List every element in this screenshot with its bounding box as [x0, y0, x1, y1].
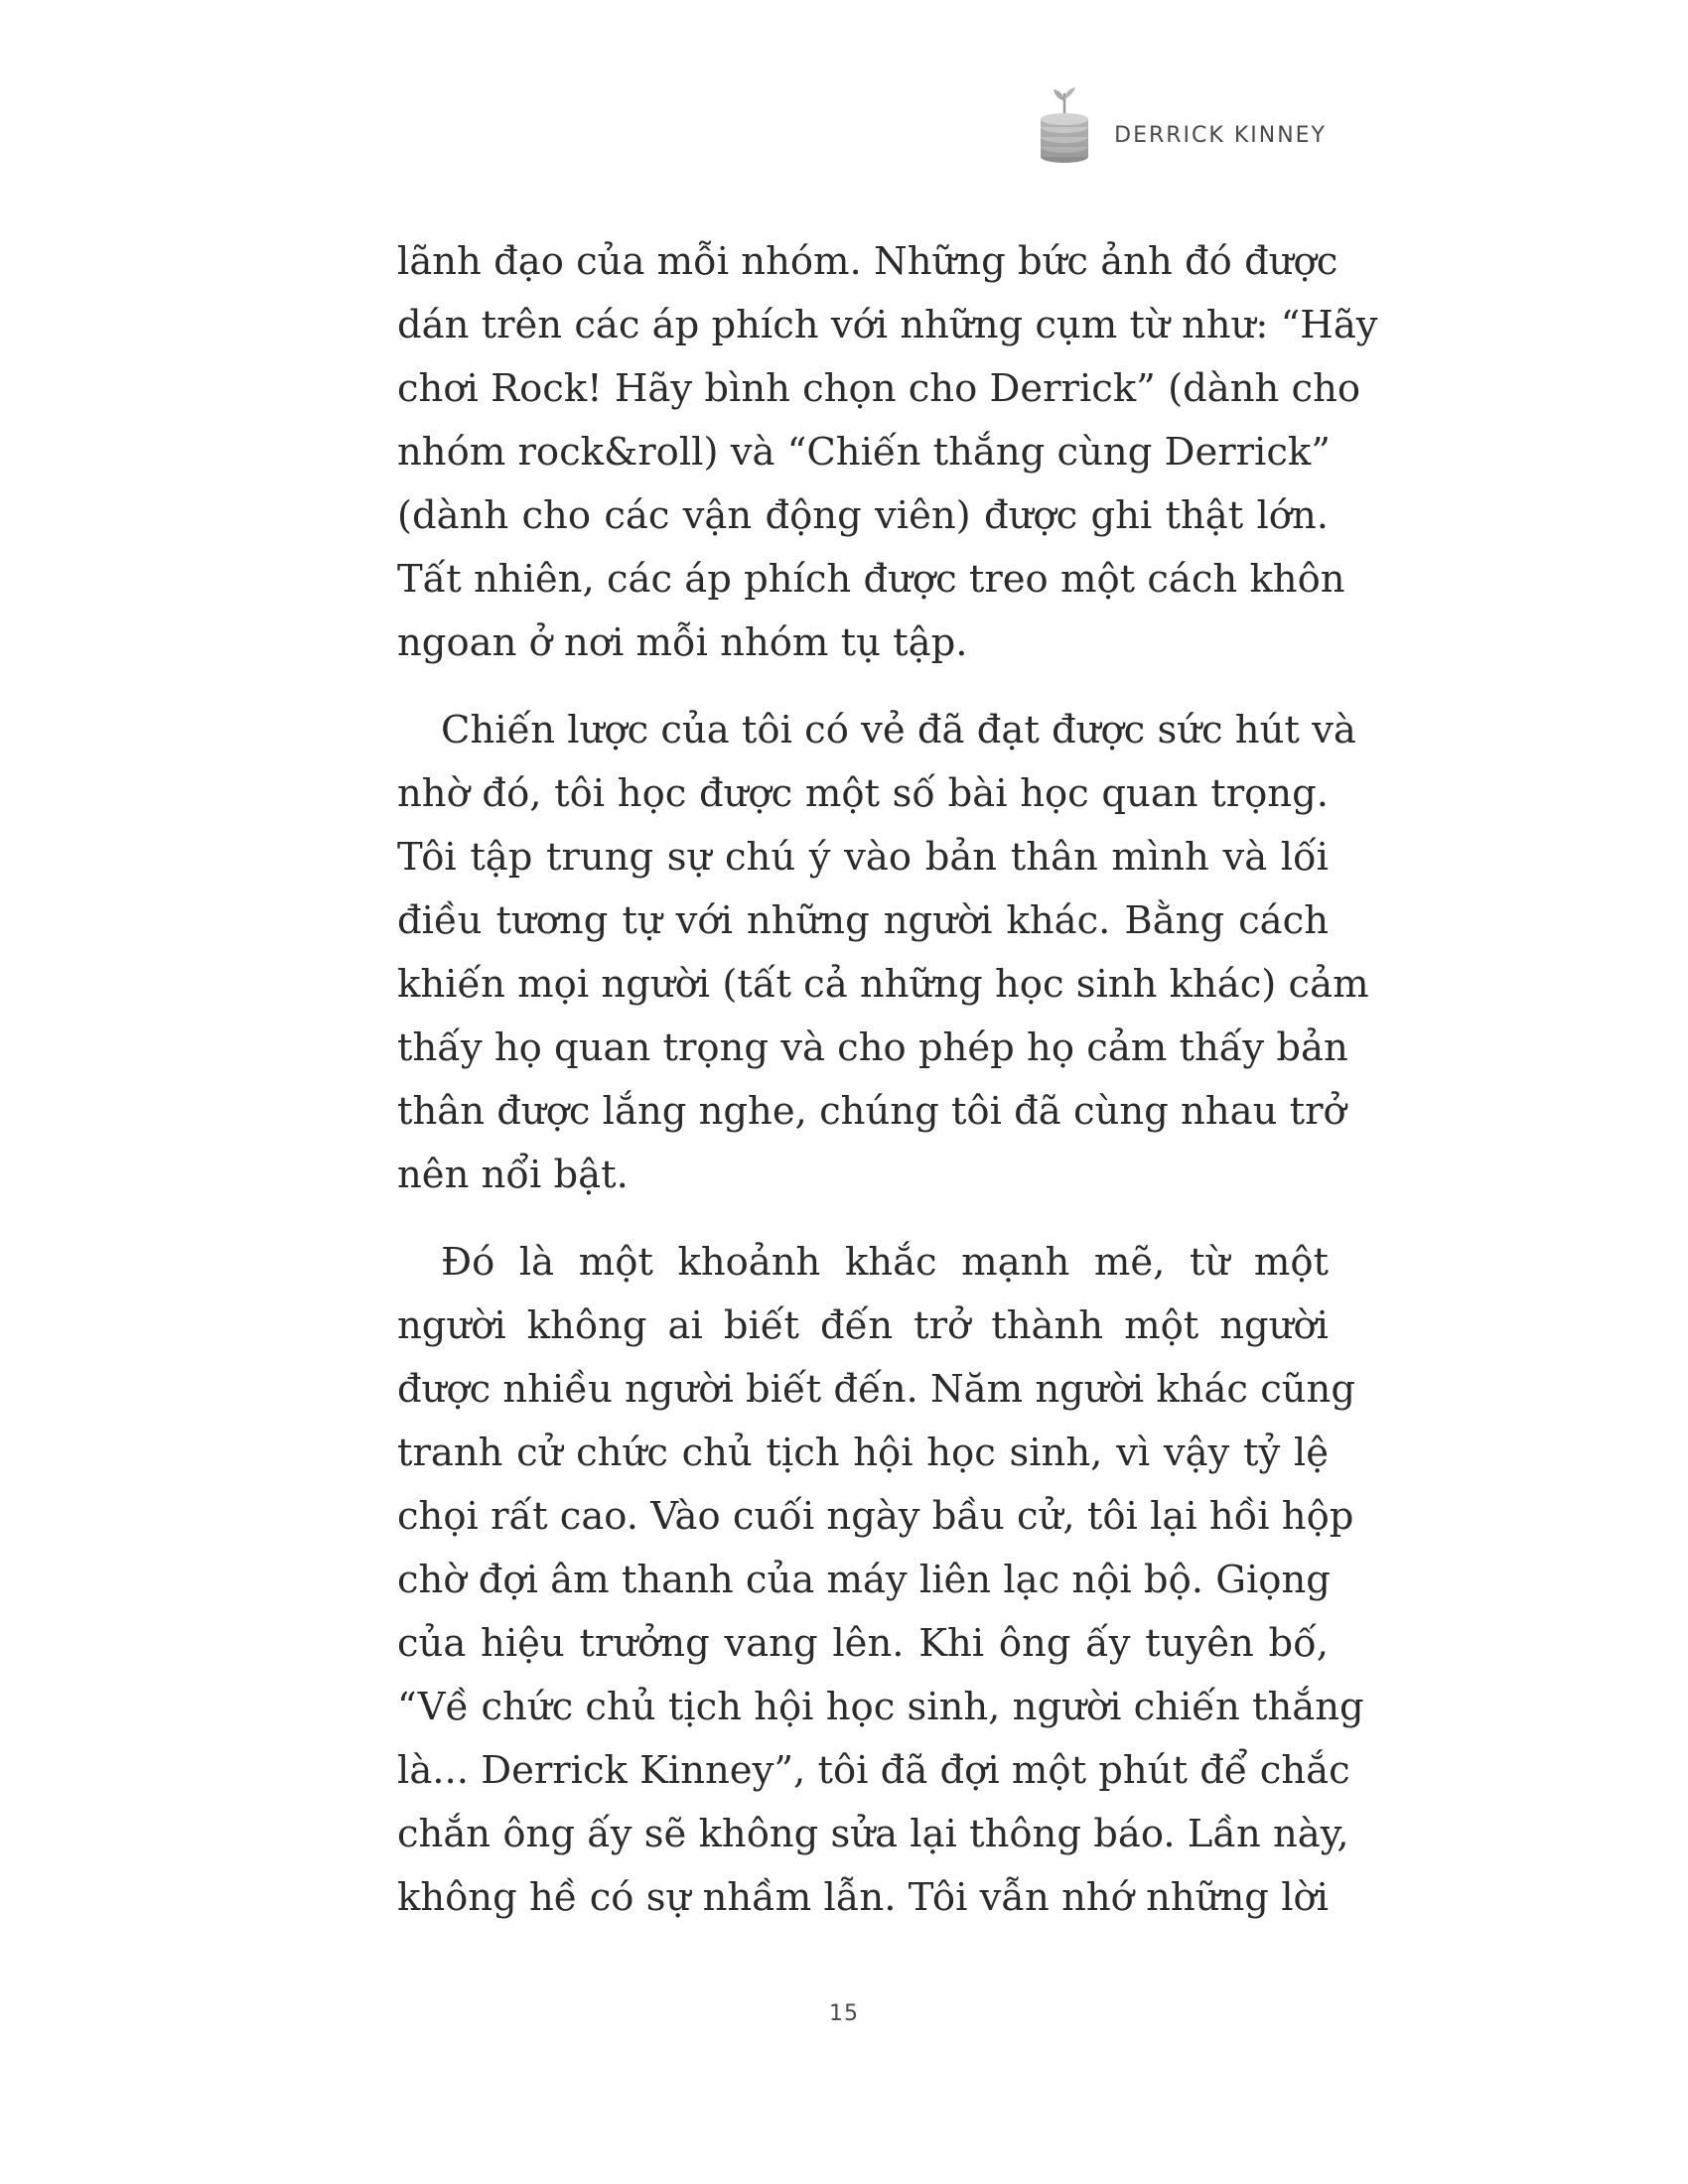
text-line: chọi rất cao. Vào cuối ngày bầu cử, tôi lại hồi hộp	[397, 1494, 1354, 1539]
coin-stack-sprout-icon	[1037, 85, 1092, 165]
text-line: Đó là một khoảnh khắc mạnh mẽ, từ một	[441, 1240, 1329, 1285]
running-header-author: DERRICK KINNEY	[1114, 122, 1327, 148]
paragraph-1	[397, 230, 1378, 675]
text-line: chơi Rock! Hãy bình chọn cho Derrick” (dành cho	[397, 366, 1361, 411]
text-line: nhờ đó, tôi học được một số bài học quan trọng.	[397, 771, 1329, 816]
paragraph-2	[397, 699, 1369, 1207]
running-header	[1037, 85, 1327, 165]
text-line: chờ đợi âm thanh của máy liên lạc nội bộ. Giọng	[397, 1558, 1331, 1602]
text-line: thấy họ quan trọng và cho phép họ cảm thấy bản	[397, 1025, 1348, 1070]
text-line: lãnh đạo của mỗi nhóm. Những bức ảnh đó được	[397, 239, 1338, 284]
text-line: “Về chức chủ tịch hội học sinh, người chiến thắng	[397, 1685, 1364, 1729]
text-line: chắn ông ấy sẽ không sửa lại thông báo. Lần này,	[397, 1812, 1349, 1856]
text-line: Tất nhiên, các áp phích được treo một cách khôn	[397, 557, 1345, 602]
text-line: ngoan ở nơi mỗi nhóm tụ tập.	[397, 620, 968, 665]
text-line: nhóm rock&roll) và “Chiến thắng cùng Derrick”	[397, 430, 1331, 475]
text-line: nên nổi bật.	[397, 1153, 629, 1197]
text-line: là... Derrick Kinney”, tôi đã đợi một phút để chắc	[397, 1748, 1350, 1793]
text-line: Chiến lược của tôi có vẻ đã đạt được sức hút và	[441, 708, 1356, 752]
text-line: người không ai biết đến trở thành một người	[397, 1303, 1329, 1348]
text-line: thân được lắng nghe, chúng tôi đã cùng nhau trở	[397, 1089, 1346, 1134]
text-line: khiến mọi người (tất cả những học sinh khác) cảm	[397, 962, 1369, 1007]
text-line: (dành cho các vận động viên) được ghi thật lớn.	[397, 493, 1329, 538]
text-line: dán trên các áp phích với những cụm từ như: “Hãy	[397, 303, 1378, 347]
text-line: không hề có sự nhầm lẫn. Tôi vẫn nhớ những lời	[397, 1875, 1329, 1920]
body-text	[397, 230, 1378, 1954]
page-number: 15	[829, 2001, 859, 2026]
text-line: Tôi tập trung sự chú ý vào bản thân mình và lối	[397, 835, 1329, 880]
text-line: được nhiều người biết đến. Năm người khác cũng	[397, 1367, 1356, 1412]
text-line: của hiệu trưởng vang lên. Khi ông ấy tuyên bố,	[397, 1621, 1329, 1666]
text-line: điều tương tự với những người khác. Bằng cách	[397, 898, 1329, 943]
text-line: tranh cử chức chủ tịch hội học sinh, vì vậy tỷ lệ	[397, 1431, 1329, 1475]
paragraph-3	[397, 1231, 1364, 1930]
